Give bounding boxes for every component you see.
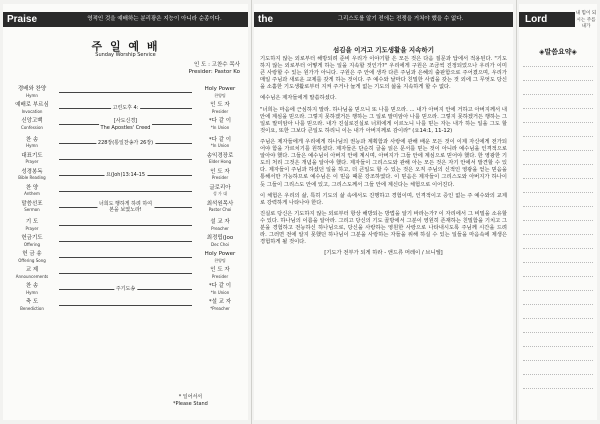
fold-line: [516, 0, 517, 424]
note-line: [523, 108, 593, 109]
order-item-label-en: Benediction: [20, 305, 44, 311]
order-item-leader-name: 송익경장로: [206, 152, 234, 159]
order-item: [9, 299, 242, 315]
order-item: [9, 137, 242, 153]
note-line: [523, 164, 593, 165]
order-item-leader-name: 인 도 자: [210, 102, 230, 108]
notes-header-tag: Lord: [525, 14, 548, 25]
order-item-leader-en: Dec Choi: [211, 241, 229, 247]
dotted-leader: [59, 159, 192, 160]
order-item-detail: [59, 118, 192, 131]
note-line: [523, 346, 593, 347]
order-item-detail: [59, 140, 192, 147]
sermon-paragraph: 진실로 당신은 기도하지 않는 외로부터 항상 해방되는 방법을 알기 바라는가? 이 자리에서 그 비밀을 소유할 수 있다. 하나님의 이름을 알아라. 그리고 당신의 기도 골방에서 그분이 영원히 존재하는 친밀함을 기치고 그분을 경험하고 전능하신 하나님으로, 당신을 사랑하는 영원한 사랑으로 나타내시도록 주님께 시간을 드려라. 그러면 전에 알지 못했던 하나님이 그분을 사랑하는 자들을 위해 하실 수 있는 일들을 마음속에 제생은 경험하게 될 것이다.: [260, 210, 507, 246]
order-item: [9, 219, 242, 235]
order-item-leader-name: Holy Power: [204, 251, 236, 257]
order-item-leader-en: *In Union: [210, 124, 230, 130]
order-item-label: 예배로 부르심: [15, 102, 49, 108]
order-item-detail: [59, 188, 192, 195]
order-item-name: [9, 118, 55, 130]
order-item-leader-name: 설 교 자: [210, 219, 230, 225]
sermon-paragraph: 이 체험은 우리의 삶, 특히 기도의 삶 속에서도 진행하고 경험이며, 인격적이고 증인 없는 주 예수와의 교제로 강력하게 나타나야 한다.: [260, 192, 507, 206]
order-item: [9, 153, 242, 169]
note-line: [523, 374, 593, 375]
order-item: [9, 267, 242, 283]
order-item: [9, 118, 242, 137]
order-item-label-en: Announcements: [15, 273, 49, 279]
order-item-leader-name: 글로리아: [209, 184, 231, 191]
order-item-detail-text: 228장(통일찬송가 26장): [97, 139, 154, 146]
order-item-name: [9, 86, 55, 98]
order-item-leader: [198, 169, 242, 181]
order-item-name: [9, 235, 55, 247]
order-item-label: 교 제: [25, 267, 39, 273]
notes-header-note: 내 힘이 되시는 주를 내가: [575, 11, 597, 29]
dotted-leader: [59, 305, 192, 306]
note-line: [523, 94, 593, 95]
fold-line: [251, 0, 252, 424]
order-item-leader: [198, 86, 242, 98]
order-item-leader-name: *다 같 이: [208, 283, 232, 289]
order-item-detail: [59, 222, 192, 229]
sermon-header-tag: the: [258, 14, 273, 25]
order-item-leader: [198, 137, 242, 149]
order-item-leader-en: Elder Hong: [208, 159, 232, 164]
order-item-label-en: Prayer: [25, 159, 39, 164]
note-line: [523, 136, 593, 137]
dotted-leader: [59, 92, 192, 93]
dotted-leader: [59, 241, 192, 242]
notes-header-bar: [519, 12, 575, 27]
note-line: [523, 248, 593, 249]
presider-name: 인 도 : 고찬수 목사: [193, 62, 240, 68]
order-item-label: 축 도: [25, 299, 39, 305]
order-item-leader-name: 최석원목사: [206, 200, 234, 207]
order-item-leader: [198, 118, 242, 130]
order-item-label-en: Hymn: [26, 92, 38, 98]
order-item-name: [9, 153, 55, 165]
worship-header-text: 영적인 것을 예배하는 분리광은 지능이 아니라 순종이다.: [87, 16, 222, 22]
presider: [189, 62, 240, 76]
sermon-title: 섬김을 이겨고 기도생활을 지속하기: [333, 46, 434, 54]
order-item-detail: [59, 105, 192, 112]
order-item-name: [9, 299, 55, 311]
dotted-leader: [59, 273, 192, 274]
order-item-label: 대표기도: [21, 152, 43, 159]
order-item-label-en: Offering: [23, 241, 41, 247]
order-item-detail-text: 고린도후 4:: [112, 105, 139, 111]
note-line: [523, 66, 593, 67]
order-item-label-en: Prayer: [25, 225, 39, 231]
order-item-detail: [59, 172, 192, 179]
worship-header-tag: Praise: [7, 14, 38, 25]
note-line: [523, 178, 593, 179]
order-item-detail-text: 주기도송: [115, 286, 136, 292]
note-line: [523, 304, 593, 305]
note-line: [523, 122, 593, 123]
note-line: [523, 234, 593, 235]
order-item-name: [9, 137, 55, 149]
order-item-name: [9, 283, 55, 295]
note-line: [523, 220, 593, 221]
order-item-leader-en: Preacher: [211, 225, 229, 231]
order-item-leader: [198, 153, 242, 165]
order-item-leader: [198, 299, 242, 311]
order-item-leader-en: 찬양팀: [214, 257, 226, 263]
order-item-leader-name: *다 같 이: [208, 136, 232, 143]
order-item-label-en: Anthem: [24, 191, 40, 196]
order-item-detail: [59, 286, 192, 293]
order-item-label: 성경봉독: [21, 168, 43, 175]
sermon-paragraph: 기도하지 않는 외로부터 해방되려 준비 우리가 이야기할 은 모든 것은 다음 질문과 답에서 적용된다. "기도하지 않는 외로부터 어떻게 하는 일을 지속할 것인가?" 우리에게 구원은 조금씩 진정되었으나 우리가 이미 큰 사랑할 수 있는 원가가 아니다. 구원은 주 안에 생각 다른 주님과 은혜의 출판함으로 주어졌으며, 우리가 매일 주님과 새로운 교제를 갖게 하는 것이다. 주 예수와 날마다 친밀한 사귐을 갖는 것 외에 그 무엇도 당신을 소홀한 기도생활로부터 지켜 주거나 늘게 없는 기도의 삶을 지속하게 할 수 없다.: [260, 56, 507, 91]
order-item: [9, 235, 242, 251]
order-item-leader-en: 성 가 대: [212, 191, 228, 196]
order-item-leader-name: *다 같 이: [208, 118, 232, 124]
order-item-name: [9, 102, 55, 114]
order-item-leader: [198, 235, 242, 247]
order-item-name: [9, 219, 55, 231]
order-item-label-en: Confession: [21, 124, 43, 130]
order-item-detail: [59, 156, 192, 163]
worship-order-panel: [3, 4, 248, 420]
order-item-detail: [59, 89, 192, 96]
order-item: [9, 251, 242, 267]
order-item-label-en: Offering Song: [18, 257, 46, 263]
order-item-label: 찬 송: [25, 283, 39, 289]
order-item-leader-en: *Preacher: [210, 305, 230, 311]
dotted-leader: [59, 257, 192, 258]
order-item-label-en: Bible Reading: [18, 175, 46, 180]
order-item-label: 찬 송: [25, 136, 39, 143]
order-item-label: 헌금기도: [21, 235, 43, 241]
order-item-leader-en: *In Union: [210, 143, 230, 148]
order-item-name: [9, 267, 55, 279]
order-item-detail: [59, 254, 192, 261]
order-item: [9, 102, 242, 118]
order-item-leader-en: Presider: [211, 273, 229, 279]
order-item-name: [9, 169, 55, 181]
order-item-leader: [198, 283, 242, 295]
order-item-label-en: Sermon: [24, 207, 40, 212]
order-item: [9, 201, 242, 220]
order-item-detail: [59, 270, 192, 277]
note-line: [523, 276, 593, 277]
order-item-leader-en: 찬양팀: [214, 92, 226, 98]
order-item-label: 신앙고백: [21, 118, 43, 124]
order-item-detail: [59, 201, 192, 214]
order-item-leader-name: 최정립(Joo: [206, 235, 234, 241]
order-item: [9, 185, 242, 201]
service-subtitle: Sunday Worship Service: [95, 52, 156, 58]
order-item-label-en: Hymn: [26, 143, 38, 148]
order-item-label-en: Invocation: [21, 108, 43, 114]
order-item-leader-name: 인 도 자: [210, 168, 230, 175]
order-item-label: 찬 양: [25, 184, 39, 191]
order-item-leader: [198, 185, 242, 197]
note-line: [523, 206, 593, 207]
service-title: 주 일 예 배: [91, 40, 160, 53]
stand-footnote: [173, 394, 208, 407]
order-item-leader: [198, 267, 242, 279]
note-line: [523, 80, 593, 81]
order-item-detail-text: 너희도 행하게 하려 하여 본을 보였노라!: [98, 200, 153, 213]
order-item-leader: [198, 201, 242, 213]
order-item-label: 경배와 찬양: [17, 86, 47, 92]
worship-header-bar: [3, 12, 248, 27]
stand-note: * 일어서서: [178, 394, 203, 400]
sermon-paragraph: [기도가 전부가 되게 하라 - 앤드류 머레이 / 브니엘]: [324, 250, 443, 257]
presider-en: Presider: Pastor Ko: [188, 69, 240, 75]
sermon-paragraph: "너희는 마음에 근심하지 말라. 하나님을 믿으니 또 나를 믿으라. ... 내가 아버지 안에 거하고 아버지께서 내 안에 계심을 믿으라. 그렇지 못하겠거든 행하는 그 일로 말미암아 나를 믿으라. 그렇지 못하겠거든 행하는 그 일로 말미암아 나를 믿으라. 내가 진실로진실로 너희에게 이르노니 나를 믿는 자는 내가 하는 일을 그도 할 것이요, 또한 그보다 큰일도 하리니 이는 내가 아버지께로 감이라" (요14:1, 11-12): [260, 106, 507, 134]
note-line: [523, 360, 593, 361]
order-item-name: [9, 201, 55, 213]
stand-note-en: *Please Stand: [173, 400, 208, 407]
order-item-name: [9, 251, 55, 263]
note-line: [523, 388, 593, 389]
order-of-service: [9, 86, 242, 315]
order-item-leader-name: Holy Power: [204, 86, 236, 92]
dotted-leader: [59, 225, 192, 226]
order-item-label: 헌 금 송: [22, 251, 42, 257]
order-item: [9, 86, 242, 102]
sermon-panel: [254, 4, 513, 420]
sermon-paragraph: 주님은 제자들에게 우리에게 하나님의 권능과 계획함과 사랑에 관해 배운 모든 것이 이제 자신에게 전가되어야 함을 가르치기를 원하셨다. 제자들은 단순히 글을 읽은 문서를 믿는 것이 아니라 예수님을 인격적으로 알아야 했다. 그들은 예수님이 아버지 안에 계시며, 아버지가 그들 안에 계심으로 믿어야 했다. 한 영광한 기도의 처리 그것은 개념을 알아야 했다. 제자들이 그리스도와 관해 아는 모든 것은 자기 안에서 발견할 수 있다. 제자들이 주님과 하셨던 일을 하고, 더 큰일도 할 수 있는 것은 오직 주님의 신적인 영광을 얻는 믿음을 통해서만 가능하므로 예수님은 이 믿음 때문 강조하였다. 이 믿음은 제자들이 그리스도와 아버지가 하나이듯 그들이 그리스도 안에 있고, 그리스도께서 그들 안에 계신다는 체험으로 이어진다.: [260, 138, 507, 188]
sermon-header-bar: [254, 12, 513, 27]
order-item-leader: [198, 251, 242, 263]
sermon-body: [260, 56, 507, 261]
note-line: [523, 150, 593, 151]
note-line: [523, 192, 593, 193]
note-line: [523, 318, 593, 319]
order-item-leader-en: Pastor Choi: [208, 207, 232, 212]
order-item-label-en: Hymn: [26, 289, 38, 295]
sermon-header-text: 그리스도를 알기 전에는 전쟁을 거쳐야 했을 수 없다.: [337, 16, 464, 22]
dotted-leader: [59, 191, 192, 192]
order-item-leader: [198, 219, 242, 231]
sermon-paragraph: 예수님은 제자들에게 말씀하셨다.: [260, 95, 337, 102]
note-line: [523, 262, 593, 263]
order-item-detail: [59, 238, 192, 245]
order-item-label: 기 도: [25, 219, 39, 225]
order-item-name: [9, 185, 55, 197]
order-item-detail: [59, 302, 192, 309]
note-line: [523, 332, 593, 333]
order-item: [9, 169, 242, 185]
order-item-detail-text: 요(Joh)13:14-15: [105, 171, 146, 178]
order-item: [9, 283, 242, 299]
order-item-leader-name: *설 교 자: [208, 299, 232, 305]
notes-panel: [519, 4, 597, 420]
order-item-leader-en: *In Union: [210, 289, 230, 295]
order-item-leader: [198, 102, 242, 114]
order-item-leader-en: Presider: [211, 108, 229, 114]
order-item-leader-name: 인 도 자: [210, 267, 230, 273]
notes-title: ◈말씀요약◈: [539, 48, 577, 56]
order-item-leader-en: Presider: [211, 175, 229, 180]
note-line: [523, 290, 593, 291]
order-item-label: 말씀선포: [21, 200, 43, 207]
order-item-detail-text: [사도신경] The Apostles' Creed: [100, 118, 151, 131]
